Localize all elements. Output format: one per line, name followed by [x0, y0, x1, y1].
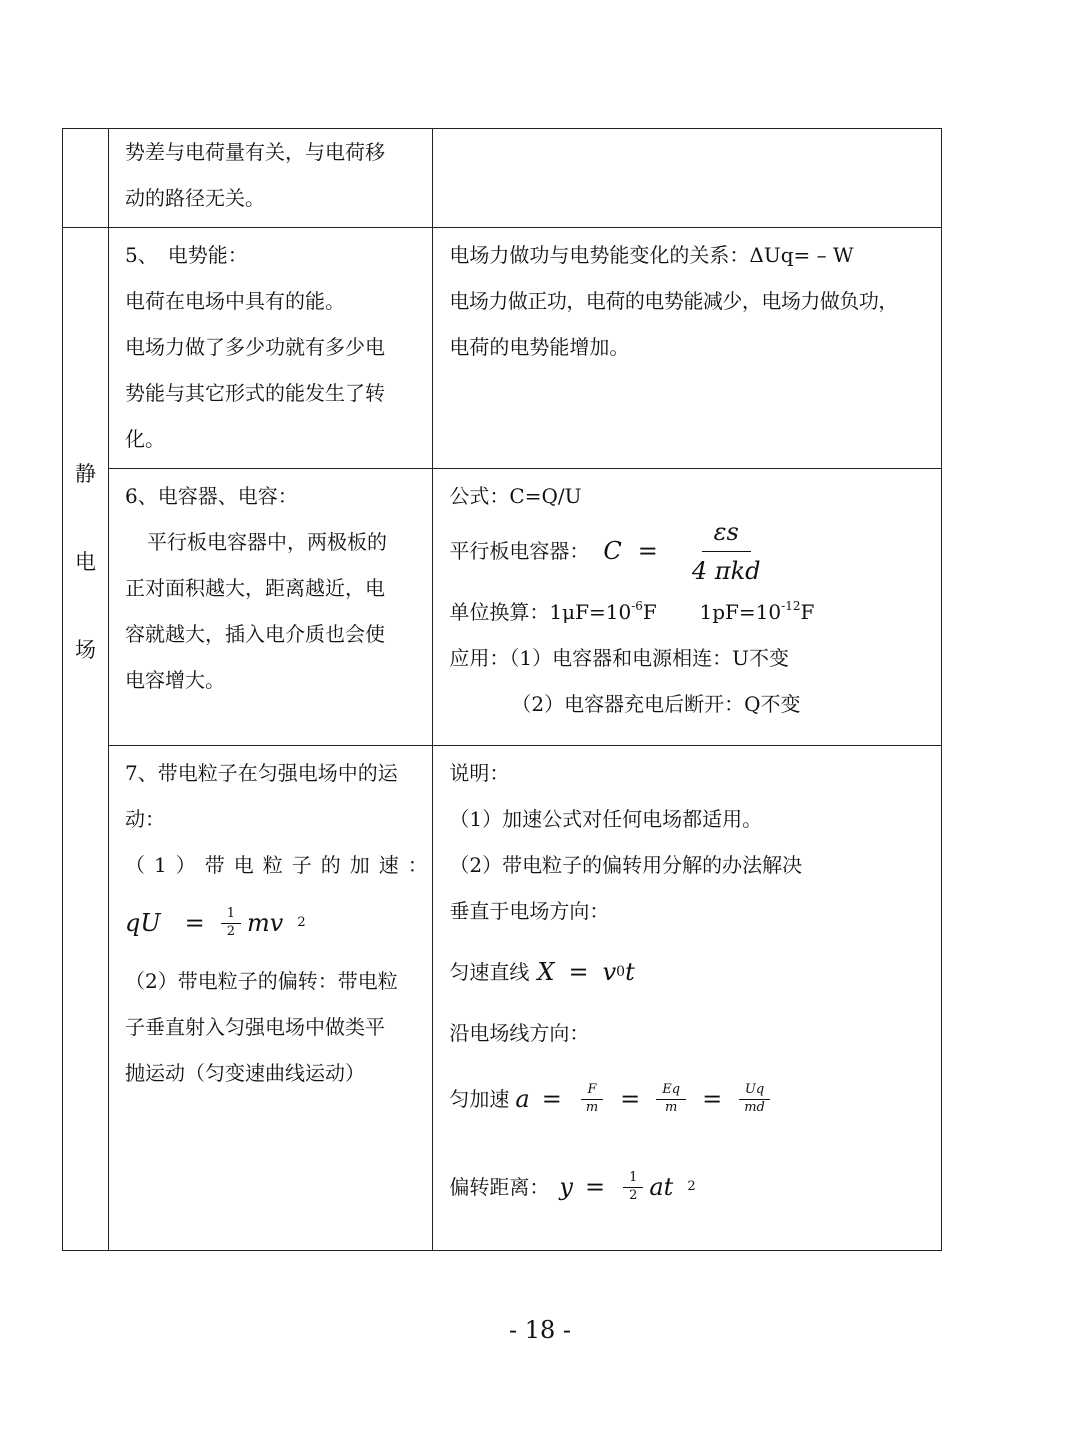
text-line: 电容增大。 [125, 668, 226, 692]
table-row [63, 469, 942, 746]
formula-label: 匀速直线 [449, 960, 530, 984]
uniform-motion-formula [449, 934, 929, 1010]
fraction [580, 1082, 604, 1116]
continuation-right-cell [433, 129, 942, 228]
deflection-distance-formula [449, 1142, 929, 1232]
side-char: 场 [75, 638, 97, 662]
text-line: 电场力做了多少功就有多少电 [125, 335, 386, 359]
acceleration-components-formula [449, 1056, 929, 1142]
text-line: 说明： [449, 761, 510, 785]
unit-exponent: -6 [631, 599, 643, 613]
fraction-denominator: m [585, 1099, 599, 1115]
fraction-numerator: Eq [656, 1082, 686, 1099]
fraction [623, 1170, 643, 1204]
capacitance-formula: 公式：C=Q/U [449, 484, 582, 508]
section-heading: 5、 电势能： [125, 243, 248, 267]
text-line: 电荷的电势能增加。 [449, 335, 630, 359]
text-label: 单位换算： [449, 600, 550, 624]
formula-label: 平行板电容器： [449, 539, 590, 563]
acceleration-formula [125, 888, 420, 958]
text-line: 电荷在电场中具有的能。 [125, 289, 346, 313]
math-symbol: t [625, 958, 635, 986]
unit-tail: F [800, 600, 815, 624]
formula-label: 匀加速 [449, 1087, 510, 1111]
fraction-denominator: 2 [226, 923, 236, 939]
math-operator: = [541, 1085, 562, 1113]
text-line: 子垂直射入匀强电场中做类平 [125, 1015, 386, 1039]
math-symbol: C [603, 537, 622, 565]
text-line: 化。 [125, 427, 166, 451]
explanation-cell [433, 746, 942, 1251]
fraction-denominator: 2 [629, 1187, 638, 1203]
text-line: 动： [125, 807, 166, 831]
charged-particle-cell [109, 746, 437, 1251]
math-operator: = [184, 909, 205, 937]
work-energy-relation-cell [433, 228, 942, 469]
text-line: 垂直于电场方向： [449, 899, 610, 923]
fraction [221, 906, 241, 940]
table-row [63, 746, 942, 1251]
fraction-numerator: F [581, 1082, 602, 1099]
continuation-cell [109, 129, 433, 228]
side-cell-empty [63, 129, 109, 228]
math-subscript: 0 [616, 964, 626, 980]
text-line: （2）带电粒子的偏转：带电粒 [125, 969, 398, 993]
text-line: （1）带电粒子的加速： [125, 853, 437, 877]
text-line: 容就越大，插入电介质也会使 [125, 622, 386, 646]
text-line: 沿电场线方向： [449, 1021, 590, 1045]
text-line: 电场力做正功，电荷的电势能减少，电场力做负功， [449, 289, 898, 313]
text-line: 电场力做功与电势能变化的关系：ΔUq= – W [449, 243, 854, 267]
text-line: 正对面积越大，距离越近，电 [125, 576, 386, 600]
fraction-denominator: m [665, 1099, 678, 1115]
text-line: （2）电容器充电后断开：Q不变 [511, 692, 801, 716]
math-symbol: y [559, 1173, 573, 1201]
side-label-cell [63, 228, 109, 1251]
text-line: 势差与电荷量有关，与电荷移 [125, 140, 386, 164]
parallel-plate-formula [449, 519, 929, 583]
unit-value: 1pF=10 [699, 600, 782, 624]
unit-exponent: -12 [781, 599, 801, 613]
text-line: 抛运动（匀变速曲线运动） [125, 1061, 366, 1085]
fraction-numerator: Uq [739, 1082, 770, 1099]
math-symbol: X [537, 958, 555, 986]
text-line: 动的路径无关。 [125, 186, 266, 210]
fraction-numerator: εs [702, 513, 751, 552]
fraction-numerator: 1 [221, 906, 241, 923]
fraction-denominator: 4 πkd [691, 556, 761, 585]
text-line: 应用：（1）电容器和电源相连：U不变 [449, 646, 789, 670]
unit-tail: F [642, 600, 657, 624]
text-line: 势能与其它形式的能发生了转 [125, 381, 386, 405]
electric-potential-energy-cell [109, 228, 433, 469]
text-line: 平行板电容器中，两极板的 [147, 530, 388, 554]
capacitor-formula-cell [433, 469, 942, 746]
math-operator: = [568, 958, 589, 986]
math-exponent: 2 [297, 915, 306, 930]
section-heading: 7、带电粒子在匀强电场中的运 [125, 761, 398, 785]
math-operator: = [637, 537, 658, 565]
math-symbol: a [515, 1085, 530, 1113]
math-symbol: at [649, 1173, 674, 1201]
side-char: 电 [75, 550, 97, 574]
table-row [63, 228, 942, 469]
fraction [680, 513, 773, 590]
unit-conversion [449, 583, 929, 635]
math-operator: = [584, 1173, 606, 1201]
fraction [656, 1082, 686, 1116]
capacitor-cell [109, 469, 433, 746]
math-exponent: 2 [687, 1179, 696, 1194]
unit-value: 1μF=10 [549, 600, 632, 624]
fraction-numerator: 1 [623, 1170, 643, 1187]
section-heading: 6、电容器、电容： [125, 484, 298, 508]
text-line: （2）带电粒子的偏转用分解的办法解决 [449, 853, 803, 877]
fraction-denominator: md [744, 1099, 765, 1115]
table-row [63, 129, 942, 228]
formula-label: 偏转距离： [449, 1175, 550, 1199]
side-char: 静 [75, 462, 97, 486]
math-symbol: mv [247, 909, 284, 937]
page-number: - 18 - [508, 1316, 571, 1344]
math-operator: = [702, 1085, 723, 1113]
text-line: （1）加速公式对任何电场都适用。 [449, 807, 763, 831]
fraction [738, 1082, 771, 1116]
math-operator: = [620, 1085, 641, 1113]
math-symbol: v [602, 958, 617, 986]
content-table [62, 128, 942, 1251]
math-symbol: qU [125, 909, 161, 937]
